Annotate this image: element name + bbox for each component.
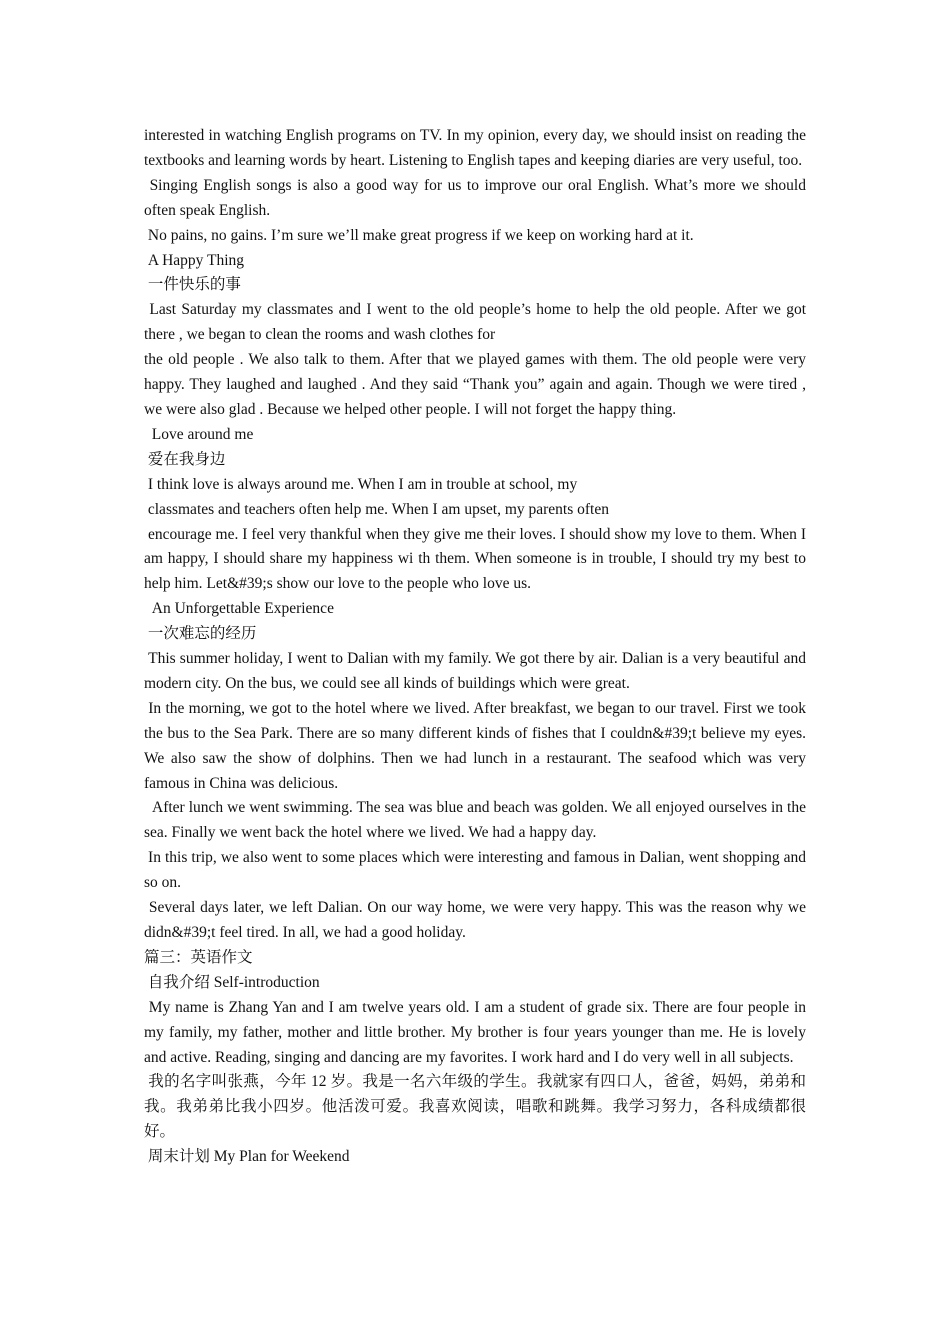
paragraph-swimming: After lunch we went swimming. The sea was blue and beach was golden. We all enjoyed ourselves in the sea. Finally we went back the hotel where we lived. We had a happy day. xyxy=(144,799,810,842)
paragraph-love-line-2: classmates and teachers often help me. When I am upset, my parents often xyxy=(144,500,609,518)
heading-part-three: 篇三：英语作文 xyxy=(144,948,253,966)
paragraph-sea-park: In the morning, we got to the hotel where we lived. After breakfast, we began to our travel. First we took the bus to the Sea Park. There are so many different kinds of fishes that I couldn&#39;t believe my eyes. We also saw the show of dolphins. Then we had lunch in a restaurant. The seafood which was very famous in China was delicious. xyxy=(144,699,810,792)
heading-love-around-me-zh: 爱在我身边 xyxy=(144,450,226,468)
paragraph-dalian-trip: This summer holiday, I went to Dalian with my family. We got there by air. Dalian is a very beautiful and modern city. On the bus, we could see all kinds of buildings which were great. xyxy=(144,650,810,692)
paragraph-study-tips: interested in watching English programs on TV. In my opinion, every day, we should insist on reading the textbooks and learning words by heart. Listening to English tapes and keeping diaries are very useful, too. xyxy=(144,127,810,169)
heading-happy-thing: A Happy Thing xyxy=(144,251,245,269)
document-body xyxy=(144,124,810,1170)
paragraph-old-people-happy: the old people . We also talk to them. After that we played games with them. The old people were very happy. They laughed and laughed . And they said “Thank you” again and again. Though we were tired , we were also glad . Because we helped other people. I will not forget the happy thing. xyxy=(144,351,810,418)
paragraph-old-peoples-home: Last Saturday my classmates and I went to the old people’s home to help the old people. After we got there , we began to clean the rooms and wash clothes for xyxy=(144,301,810,344)
paragraph-no-pains: No pains, no gains. I’m sure we’ll make great progress if we keep on working hard at it. xyxy=(144,226,694,244)
paragraph-self-introduction-zh: 我的名字叫张燕，今年 12 岁。我是一名六年级的学生。我就家有四口人，爸爸，妈妈，弟弟和我。我弟弟比我小四岁。他活泼可爱。我喜欢阅读，唱歌和跳舞。我学习努力，各科成绩都很好。 xyxy=(144,1073,806,1141)
heading-weekend-plan: 周末计划 My Plan for Weekend xyxy=(144,1148,350,1166)
paragraph-left-dalian: Several days later, we left Dalian. On our way home, we were very happy. This was the reason why we didn&#39;t feel tired. In all, we had a good holiday. xyxy=(144,899,810,941)
paragraph-self-introduction-en: My name is Zhang Yan and I am twelve years old. I am a student of grade six. There are four people in my family, my father, mother and little brother. My brother is four years younger than me. He is lovely and active. Reading, singing and dancing are my favorites. I work hard and I do very well in all subjects. xyxy=(144,998,810,1066)
heading-happy-thing-zh: 一件快乐的事 xyxy=(144,276,241,294)
paragraph-places: In this trip, we also went to some places which were interesting and famous in Dalian, went shopping and so on. xyxy=(144,849,810,892)
heading-unforgettable-experience: An Unforgettable Experience xyxy=(144,600,334,618)
heading-self-introduction: 自我介绍 Self-introduction xyxy=(144,973,320,991)
paragraph-love-line-1: I think love is always around me. When I am in trouble at school, my xyxy=(144,475,578,493)
paragraph-love-line-3: encourage me. I feel very thankful when they give me their loves. I should show my love to them. When I am happy, I should share my happiness wi th them. When someone is in trouble, I should try my best to help him. Let&#39;s show our love to the people who love us. xyxy=(144,525,810,593)
heading-unforgettable-experience-zh: 一次难忘的经历 xyxy=(144,625,257,643)
heading-love-around-me: Love around me xyxy=(144,425,254,443)
paragraph-singing-songs: Singing English songs is also a good way for us to improve our oral English. What’s more we should often speak English. xyxy=(144,176,810,219)
